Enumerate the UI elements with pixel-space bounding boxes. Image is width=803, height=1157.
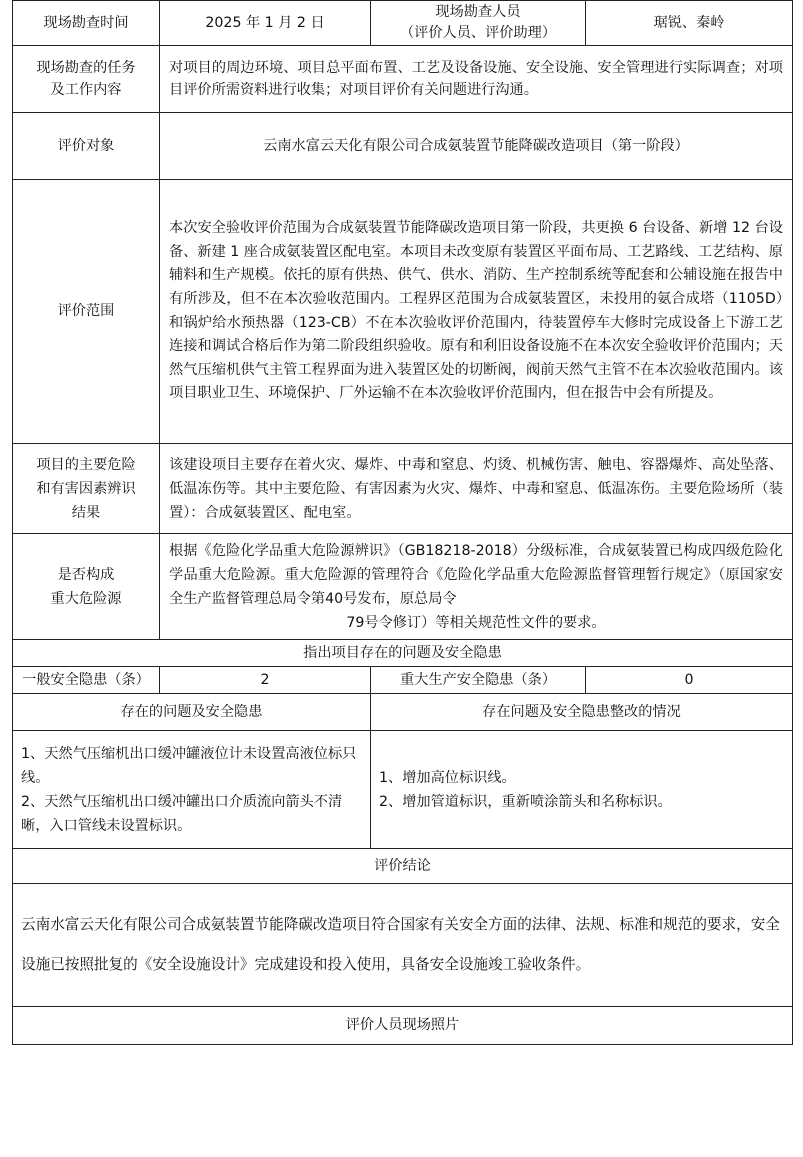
object-row bbox=[13, 113, 793, 180]
major-label-line-2: 重大危险源 bbox=[50, 590, 122, 607]
rectify-header: 存在问题及安全隐患整改的情况 bbox=[371, 694, 793, 731]
rectification-item-2: 2、增加管道标识，重新喷涂箭头和名称标识。 bbox=[379, 793, 672, 810]
hazards-label bbox=[13, 444, 160, 534]
photos-title: 评价人员现场照片 bbox=[13, 1007, 793, 1045]
task-content: 对项目的周边环境、项目总平面布置、工艺及设备设施、安全设施、安全管理进行实际调查；对项目评价所需资料进行收集；对项目评价有关问题进行沟通。 bbox=[160, 46, 793, 113]
conclusion-row bbox=[13, 884, 793, 1007]
major-hazard-count-label: 重大生产安全隐患（条） bbox=[371, 667, 586, 694]
hazards-content: 该建设项目主要存在着火灾、爆炸、中毒和窒息、灼烫、机械伤害、触电、容器爆炸、高处坠落、低温冻伤等。其中主要危险、有害因素为火灾、爆炸、中毒和窒息、低温冻伤。主要危险场所（装置）：合成氨装置区、配电室。 bbox=[160, 444, 793, 534]
scope-row bbox=[13, 180, 793, 444]
photos-row bbox=[13, 1007, 793, 1045]
personnel-label-line-2: （评价人员、评价助理） bbox=[399, 25, 557, 41]
task-label bbox=[13, 46, 160, 113]
issues-count-row bbox=[13, 667, 793, 694]
general-hazard-label: 一般安全隐患（条） bbox=[13, 667, 160, 694]
personnel-label-line-1: 现场勘查人员 bbox=[435, 4, 521, 20]
problem-item-1: 1、天然气压缩机出口缓冲罐液位计未设置高液位标只线。 bbox=[21, 745, 357, 786]
issues-header-row bbox=[13, 694, 793, 731]
hazards-label-line-2: 和有害因素辨识 bbox=[36, 480, 136, 497]
major-label-line-1: 是否构成 bbox=[57, 566, 115, 583]
problems-list bbox=[13, 731, 371, 849]
major-hazard-text-last-line: 79号令修订）等相关规范性文件的要求。 bbox=[346, 614, 606, 631]
object-content: 云南水富云天化有限公司合成氨装置节能降碳改造项目（第一阶段） bbox=[160, 113, 793, 180]
major-hazard-count: 0 bbox=[586, 667, 793, 694]
major-hazard-row bbox=[13, 534, 793, 640]
scope-content: 本次安全验收评价范围为合成氨装置节能降碳改造项目第一阶段，共更换 6 台设备、新增 12 台设备、新建 1 座合成氨装置区配电室。本项目未改变原有装置区平面布局、工艺路线、工艺结构、原辅料和生产规模。依托的原有供热、供气、供水、消防、生产控制系统等配套和公辅设施在报告中有所涉及，但不在本次验收范围内。工程界区范围为合成氨装置区，未投用的氨合成塔（1105D）和锅炉给水预热器（123-CB）不在本次验收评价范围内，待装置停车大修时完成设备上下游工艺连接和调试合格后作为第二阶段组织验收。原有和利旧设备设施不在本次安全验收评价范围内；天然气压缩机供气主管工程界面为进入装置区处的切断阀，阀前天然气主管不在本次验收范围内。该项目职业卫生、环境保护、厂外运输不在本次验收评价范围内，但在报告中会有所提及。 bbox=[160, 180, 793, 444]
conclusion-title-row bbox=[13, 849, 793, 884]
major-hazard-text: 根据《危险化学品重大危险源辨识》（GB18218-2018）分级标准，合成氨装置已构成四级危险化学品重大危险源。重大危险源的管理符合《危险化学品重大危险源监督管理暂行规定》（原国家安全生产监督管理总局令第40号发布，原总局令 bbox=[169, 542, 783, 607]
scope-label: 评价范围 bbox=[13, 180, 160, 444]
problem-item-2: 2、天然气压缩机出口缓冲罐出口介质流向箭头不清晰，入口管线未设置标识。 bbox=[21, 793, 343, 834]
hazards-label-line-1: 项目的主要危险 bbox=[36, 456, 136, 473]
survey-time-value: 2025 年 1 月 2 日 bbox=[160, 1, 371, 46]
task-label-line-2: 及工作内容 bbox=[50, 82, 122, 98]
conclusion-title: 评价结论 bbox=[13, 849, 793, 884]
survey-personnel-value: 琚锐、秦岭 bbox=[586, 1, 793, 46]
task-row bbox=[13, 46, 793, 113]
rectifications-list bbox=[371, 731, 793, 849]
hazards-row bbox=[13, 444, 793, 534]
general-hazard-count: 2 bbox=[160, 667, 371, 694]
issues-list-row bbox=[13, 731, 793, 849]
object-label: 评价对象 bbox=[13, 113, 160, 180]
survey-time-label: 现场勘查时间 bbox=[13, 1, 160, 46]
survey-personnel-label bbox=[371, 1, 586, 46]
issues-title-row bbox=[13, 640, 793, 667]
survey-row bbox=[13, 1, 793, 46]
issues-section-title: 指出项目存在的问题及安全隐患 bbox=[13, 640, 793, 667]
survey-record-table bbox=[12, 0, 793, 1045]
hazards-label-line-3: 结果 bbox=[71, 504, 101, 521]
major-hazard-content bbox=[160, 534, 793, 640]
conclusion-content: 云南水富云天化有限公司合成氨装置节能降碳改造项目符合国家有关安全方面的法律、法规、标准和规范的要求，安全设施已按照批复的《安全设施设计》完成建设和投入使用，具备安全设施竣工验收条件。 bbox=[13, 884, 793, 1007]
problems-header: 存在的问题及安全隐患 bbox=[13, 694, 371, 731]
rectification-item-1: 1、增加高位标识线。 bbox=[379, 769, 516, 786]
task-label-line-1: 现场勘查的任务 bbox=[36, 59, 136, 76]
major-hazard-label bbox=[13, 534, 160, 640]
